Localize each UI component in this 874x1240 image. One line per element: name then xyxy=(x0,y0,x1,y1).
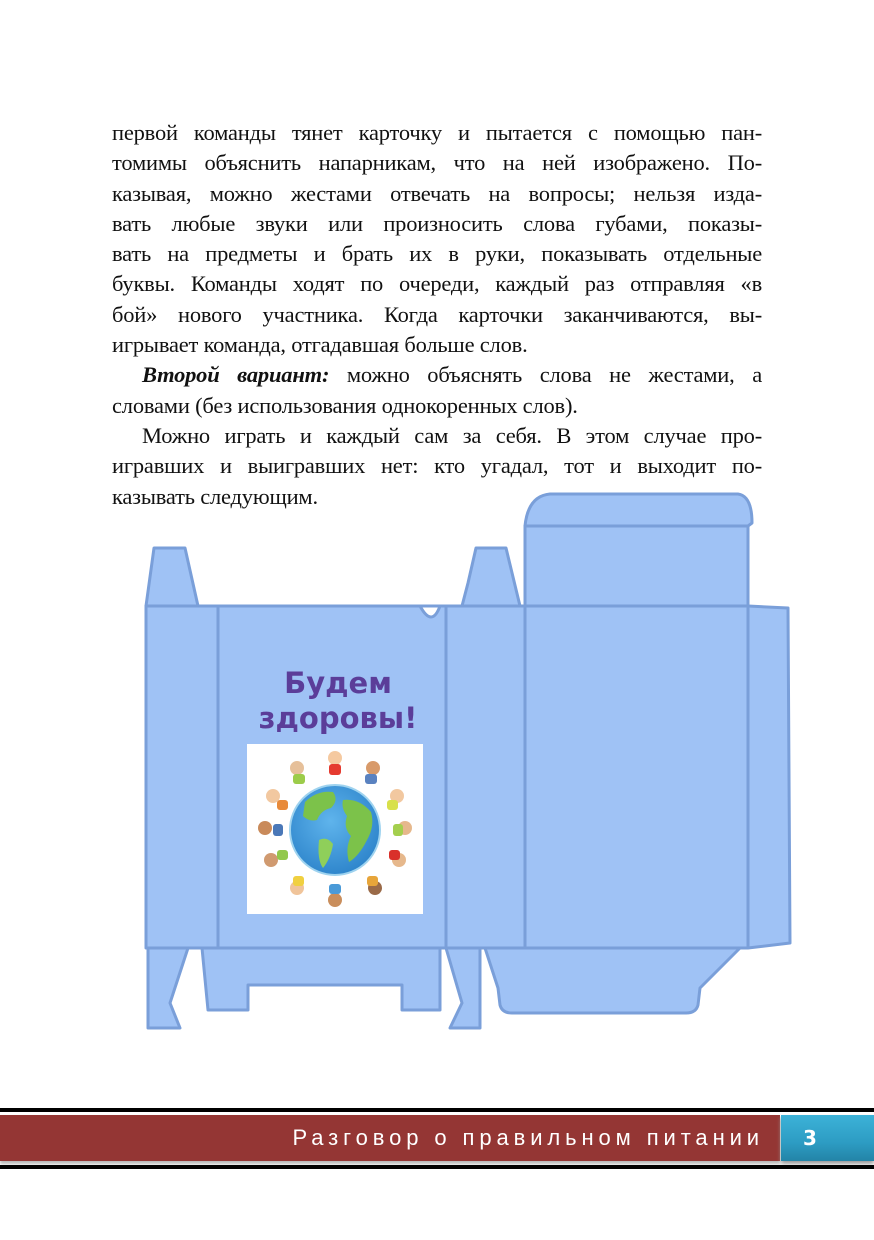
body-text xyxy=(112,118,762,512)
globe-with-children-icon xyxy=(247,744,423,914)
box-title xyxy=(248,666,428,736)
text-line: буквы. Команды ходят по очереди, каждый раз отправляя «в xyxy=(112,271,762,297)
text-line: Можно играть и каждый сам за себя. В этом случае про- xyxy=(142,422,762,448)
page-number-badge xyxy=(781,1115,874,1161)
footer-rule-top xyxy=(0,1108,874,1112)
box-title-line-1: Будем xyxy=(284,666,392,700)
text-line: игрывает команда, отгадавшая больше слов. xyxy=(112,332,528,358)
text-line: томимы объяснить напарникам, что на ней изображено. По- xyxy=(112,150,762,176)
text-line xyxy=(112,360,762,390)
text-line: игравших и выигравших нет: кто угадал, тот и выходит по- xyxy=(112,453,762,479)
text-line: казывать следующим. xyxy=(112,483,318,509)
paragraph-2 xyxy=(112,360,762,421)
footer-band xyxy=(0,1115,780,1161)
children-globe-picture xyxy=(247,744,423,914)
text-line: словами (без использования однокоренных слов). xyxy=(112,392,578,418)
text-line: казывая, можно жестами отвечать на вопросы; нельзя изда- xyxy=(112,180,762,206)
box-net-outline-icon xyxy=(140,488,800,1038)
text-line: первой команды тянет карточку и пытается с помощью пан- xyxy=(112,120,762,145)
paragraph-1 xyxy=(112,118,762,360)
variant-label: Второй вариант: xyxy=(142,362,330,388)
box-net-figure xyxy=(140,488,800,1038)
text-line: бой» нового участника. Когда карточки заканчиваются, вы- xyxy=(112,301,762,327)
text-line: вать любые звуки или произносить слова губами, показы- xyxy=(112,210,762,236)
variant-text: можно объяснять слова не жестами, а xyxy=(329,362,763,388)
running-footer-title: Разговор о правильном питании xyxy=(292,1125,764,1150)
box-title-line-2: здоровы! xyxy=(258,701,418,735)
footer-rule-bottom xyxy=(0,1165,874,1169)
text-line: вать на предметы и брать их в руки, показывать отдельные xyxy=(112,241,762,267)
page-number: 3 xyxy=(803,1126,817,1150)
